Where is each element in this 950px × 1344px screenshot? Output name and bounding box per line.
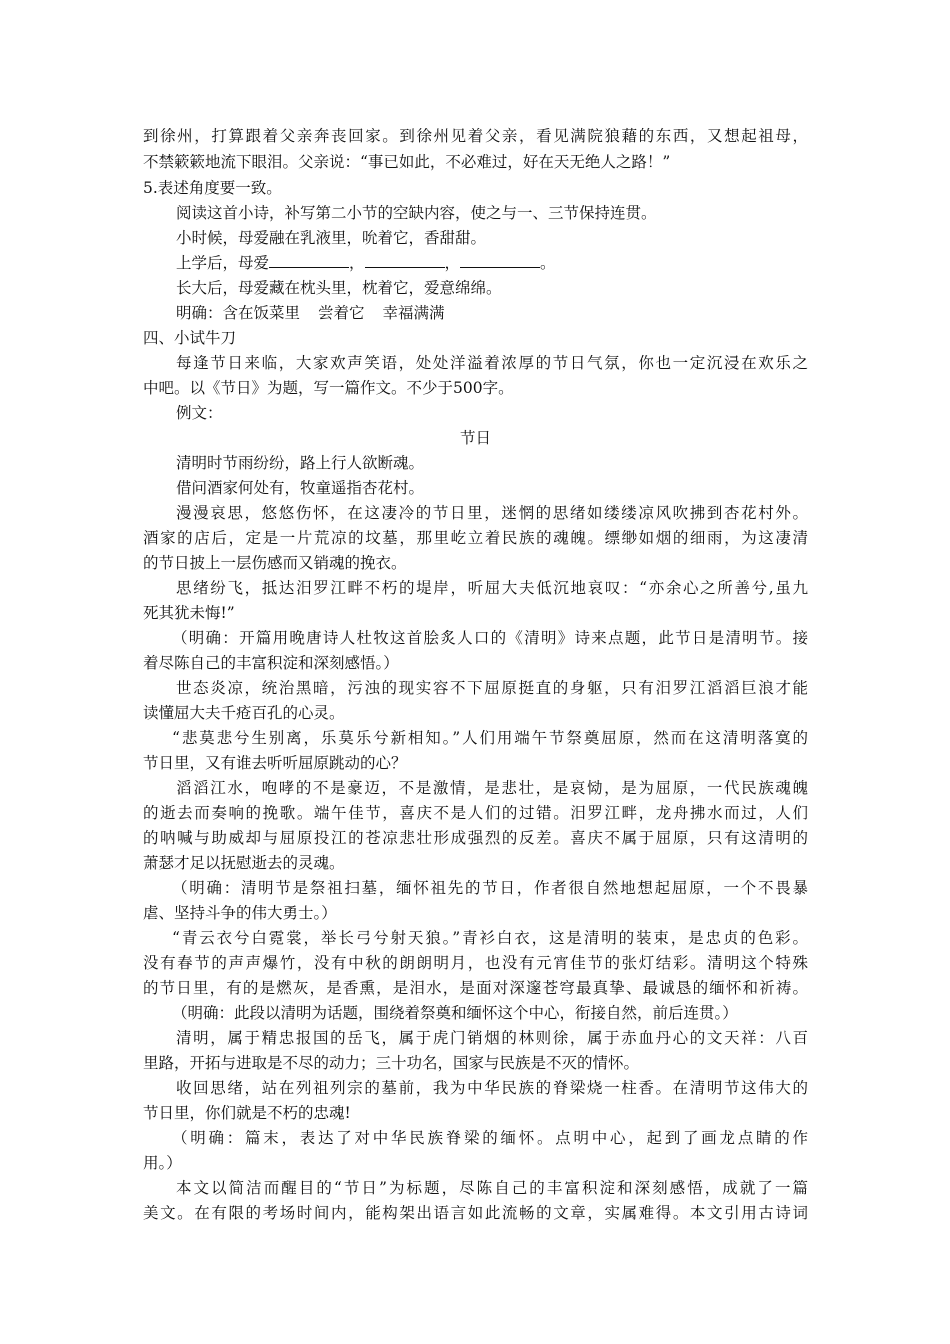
essay-line-19: 虐、坚持斗争的伟大勇士。） [143,904,337,922]
intro-line-1: 到徐州，打算跟着父亲奔丧回家。到徐州见着父亲，看见满院狼藉的东西，又想起祖母， [143,127,808,145]
essay-line-31: 美文。在有限的考场时间内，能构架出语言如此流畅的文章，实属难得。本文引用古诗词 [143,1204,808,1222]
essay-line-20: “青云衣兮白霓裳，举长弓兮射天狼。”青衫白衣，这是清明的装束，是忠贞的色彩。 [172,929,808,947]
essay-line-07: 死其犹未悔!” [143,604,235,622]
section-4-heading: 四、小试牛刀 [143,329,237,347]
essay-line-18: （明确：清明节是祭祖扫墓，缅怀祖先的节日，作者很自然地想起屈原，一个不畏暴 [172,879,808,897]
section-4-prompt-2: 中吧。以《节日》为题，写一篇作文。不少于500字。 [143,379,514,397]
essay-line-15: 的逝去而奏响的挽歌。端午佳节，喜庆不是人们的过错。汨罗江畔，龙舟拂水而过，人们 [143,804,808,822]
essay-line-14: 滔滔江水，咆哮的不是豪迈，不是激情，是悲壮，是哀恸，是为屈原，一代民族魂魄 [176,779,808,797]
essay-line-16: 的呐喊与助威却与屈原投江的苍凉悲壮形成强烈的反差。喜庆不属于屈原，只有这清明的 [143,829,808,847]
essay-line-05: 的节日披上一层伤感而又销魂的挽衣。 [143,554,407,572]
essay-title: 节日 [459,429,491,447]
poem-stanza-2-prefix: 上学后，母爱 [176,254,270,272]
essay-line-09: 着尽陈自己的丰富积淀和深刻感悟。） [143,654,399,672]
fill-blank-1[interactable] [269,253,349,268]
essay-line-11: 读懂屈大夫千疮百孔的心灵。 [143,704,345,722]
essay-line-01: 清明时节雨纷纷，路上行人欲断魂。 [176,454,425,472]
intro-line-2: 不禁簌簌地流下眼泪。父亲说：“事已如此，不必难过，好在天无绝人之路！” [143,153,671,171]
essay-line-13: 节日里，又有谁去听听屈原跳动的心？ [143,754,407,772]
essay-line-08: （明确：开篇用晚唐诗人杜牧这首脍炙人口的《清明》诗来点题，此节日是清明节。接 [172,629,808,647]
essay-line-02: 借问酒家何处有，牧童遥指杏花村。 [176,479,425,497]
poem-stanza-3: 长大后，母爱藏在枕头里，枕着它，爱意绵绵。 [176,279,502,297]
section-4-prompt-1: 每逢节日来临，大家欢声笑语，处处洋溢着浓厚的节日气氛，你也一定沉浸在欢乐之 [176,354,808,372]
essay-line-28: （明确：篇末，表达了对中华民族脊梁的缅怀。点明中心，起到了画龙点睛的作 [172,1129,808,1147]
answer-item-1: 含在饭菜里 [222,304,301,322]
essay-line-22: 的节日里，有的是燃灰，是香熏，是泪水，是面对深邃苍穹最真挚、最诚恳的缅怀和祈祷。 [143,979,808,997]
answer-label: 明确： [176,304,223,322]
essay-line-30: 本文以简洁而醒目的“节日”为标题，尽陈自己的丰富积淀和深刻感悟，成就了一篇 [176,1179,808,1197]
fill-blank-2[interactable] [365,253,445,268]
essay-line-24: 清明，属于精忠报国的岳飞，属于虎门销烟的林则徐，属于赤血丹心的文天祥：八百 [176,1029,808,1047]
fill-blank-3[interactable] [460,253,540,268]
answer-item-3: 幸福满满 [382,304,445,322]
example-label: 例文： [176,404,223,422]
essay-line-25: 里路，开拓与进取是不尽的动力；三十功名，国家与民族是不灭的情怀。 [143,1054,640,1072]
essay-line-26: 收回思绪，站在列祖列宗的墓前，我为中华民族的脊梁烧一柱香。在清明节这伟大的 [176,1079,808,1097]
answer-item-2: 尝着它 [318,304,365,322]
essay-line-23: （明确：此段以清明为话题，围绕着祭奠和缅怀这个中心，衔接自然，前后连贯。） [172,1004,738,1022]
essay-line-12: “悲莫悲兮生别离，乐莫乐兮新相知。”人们用端午节祭奠屈原，然而在这清明落寞的 [172,729,808,747]
poem-stanza-2 [176,251,808,275]
essay-line-21: 没有春节的声声爆竹，没有中秋的朗朗明月，也没有元宵佳节的张灯结彩。清明这个特殊 [143,954,808,972]
essay-line-17: 萧瑟才足以抚慰逝去的灵魂。 [143,854,345,872]
essay-line-27: 节日里，你们就是不朽的忠魂! [143,1104,351,1122]
poem-comma-2: ， [444,254,461,272]
section-5-instruction: 阅读这首小诗，补写第二小节的空缺内容，使之与一、三节保持连贯。 [176,204,657,222]
poem-period: 。 [540,254,556,272]
poem-comma-1: ， [349,254,365,272]
essay-line-10: 世态炎凉，统治黑暗，污浊的现实容不下屈原挺直的身躯，只有汨罗江滔滔巨浪才能 [176,679,808,697]
poem-stanza-1: 小时候，母爱融在乳液里，吮着它，香甜甜。 [176,229,487,247]
essay-line-04: 酒家的店后，定是一片荒凉的坟墓，那里屹立着民族的魂魄。缥缈如烟的细雨，为这凄清 [143,529,808,547]
section-5-heading: 5.表述角度要一致。 [143,179,282,197]
section-5-answer [176,301,808,325]
essay-line-03: 漫漫哀思，悠悠伤怀，在这凄冷的节日里，迷惘的思绪如缕缕凉风吹拂到杏花村外。 [176,504,808,522]
essay-line-29: 用。） [143,1154,182,1172]
essay-line-06: 思绪纷飞，抵达汨罗江畔不朽的堤岸，听屈大夫低沉地哀叹：“亦余心之所善兮,虽九 [176,579,808,597]
